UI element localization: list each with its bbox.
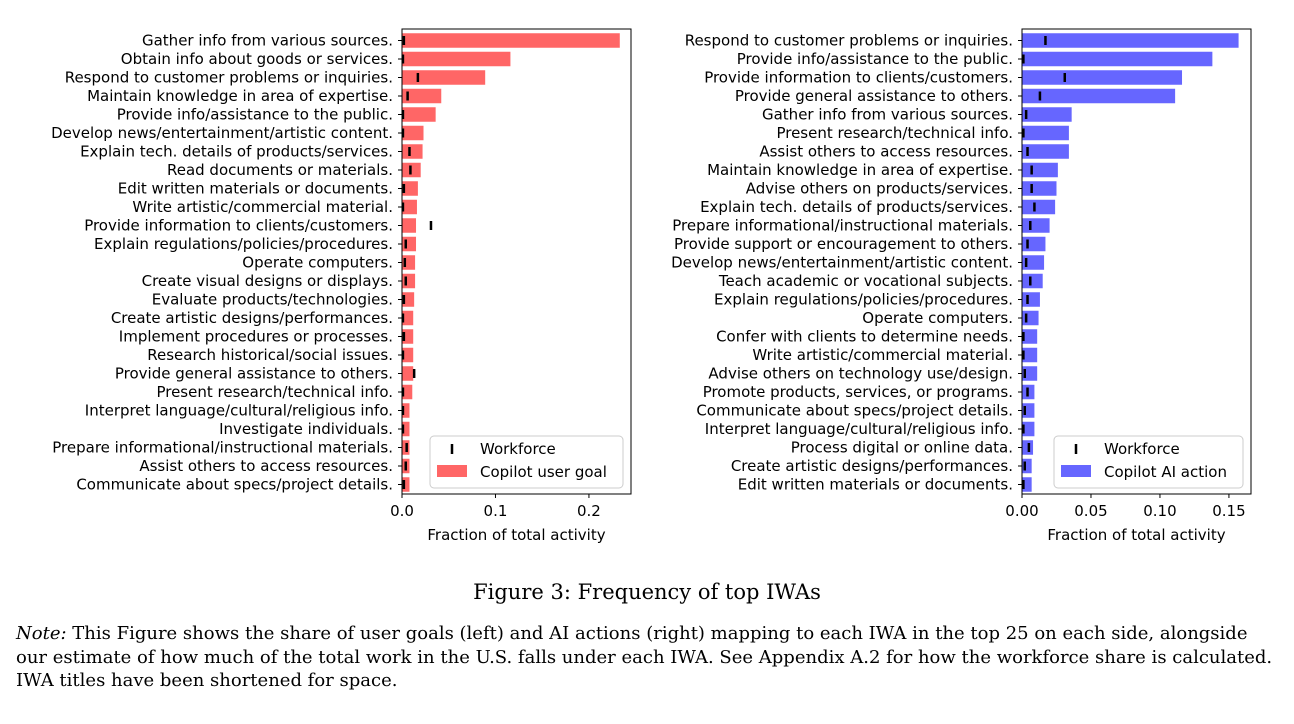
x-tick-label: 0.0 xyxy=(390,502,414,520)
legend-bar-swatch xyxy=(1061,465,1091,477)
bar xyxy=(1022,70,1182,85)
y-tick-label: Maintain knowledge in area of expertise. xyxy=(707,161,1013,179)
y-tick-label: Write artistic/commercial material. xyxy=(752,346,1013,364)
bar xyxy=(1022,200,1055,215)
y-tick-label: Investigate individuals. xyxy=(219,420,393,438)
bar xyxy=(1022,33,1239,48)
left-chart-panel xyxy=(51,29,631,544)
y-tick-label: Develop news/entertainment/artistic content. xyxy=(671,253,1013,272)
figure-note xyxy=(16,622,1278,693)
y-tick-label: Present research/technical info. xyxy=(156,383,393,401)
legend-label-workforce: Workforce xyxy=(480,440,556,458)
y-tick-label: Process digital or online data. xyxy=(790,438,1013,457)
y-tick-label: Develop news/entertainment/artistic content. xyxy=(51,124,393,142)
y-tick-label: Provide support or encouragement to others. xyxy=(674,235,1013,253)
y-tick-label: Research historical/social issues. xyxy=(147,346,393,364)
y-tick-label: Provide information to clients/customers. xyxy=(704,68,1013,87)
y-tick-label: Assist others to access resources. xyxy=(759,142,1013,161)
y-tick-label: Edit written materials or documents. xyxy=(737,475,1013,494)
x-tick-label: 0.1 xyxy=(483,502,508,520)
bar xyxy=(402,126,423,141)
y-tick-label: Operate computers. xyxy=(242,253,393,272)
legend-label-workforce: Workforce xyxy=(1104,440,1180,458)
legend-label-bars: Copilot AI action xyxy=(1104,463,1227,481)
bar xyxy=(1022,459,1032,474)
y-tick-label: Implement procedures or processes. xyxy=(118,327,393,346)
bar xyxy=(402,274,415,289)
y-tick-label: Operate computers. xyxy=(862,309,1013,327)
y-tick-label: Create visual designs or displays. xyxy=(141,272,393,290)
y-tick-label: Assist others to access resources. xyxy=(139,457,393,475)
y-tick-label: Explain tech. details of products/services. xyxy=(700,198,1013,216)
y-tick-label: Teach academic or vocational subjects. xyxy=(718,272,1013,290)
y-tick-label: Communicate about specs/project details. xyxy=(696,401,1013,420)
note-label: Note: xyxy=(16,623,67,644)
x-tick-label: 0.05 xyxy=(1074,502,1108,520)
y-tick-label: Interpret language/cultural/religious info. xyxy=(84,401,393,420)
bar xyxy=(402,107,436,122)
y-tick-label: Provide info/assistance to the public. xyxy=(736,50,1013,68)
bar xyxy=(1022,89,1175,104)
bar xyxy=(402,200,417,215)
x-axis-title: Fraction of total activity xyxy=(427,526,606,544)
y-tick-label: Gather info from various sources. xyxy=(141,31,393,50)
legend-label-bars: Copilot user goal xyxy=(480,463,607,481)
bar xyxy=(402,366,413,381)
y-tick-label: Respond to customer problems or inquiries. xyxy=(684,31,1013,50)
y-tick-label: Advise others on technology use/design. xyxy=(708,364,1013,383)
x-tick-label: 0.2 xyxy=(577,502,601,520)
bar xyxy=(402,144,423,159)
x-axis-title: Fraction of total activity xyxy=(1047,526,1226,544)
y-tick-label: Prepare informational/instructional materials. xyxy=(52,438,393,457)
right-chart-panel xyxy=(671,29,1251,544)
y-tick-label: Explain regulations/policies/procedures. xyxy=(94,235,393,253)
y-tick-label: Write artistic/commercial material. xyxy=(132,198,393,216)
bar xyxy=(1022,144,1069,159)
bar xyxy=(402,70,485,85)
bar xyxy=(1022,292,1040,307)
y-tick-label: Maintain knowledge in area of expertise. xyxy=(87,87,393,105)
y-tick-label: Prepare informational/instructional materials. xyxy=(672,216,1013,235)
y-tick-label: Evaluate products/technologies. xyxy=(151,290,393,309)
bar xyxy=(1022,52,1212,67)
y-tick-label: Provide general assistance to others. xyxy=(734,87,1013,105)
bar xyxy=(1022,237,1045,252)
bar xyxy=(1022,311,1039,326)
y-tick-label: Interpret language/cultural/religious info. xyxy=(704,420,1013,438)
y-tick-label: Gather info from various sources. xyxy=(761,105,1013,124)
y-tick-label: Promote products, services, or programs. xyxy=(702,383,1013,401)
y-tick-label: Advise others on products/services. xyxy=(745,179,1013,198)
y-tick-label: Provide info/assistance to the public. xyxy=(116,105,393,124)
bar xyxy=(1022,126,1069,141)
figure-caption: Figure 3: Frequency of top IWAs xyxy=(473,580,821,604)
y-tick-label: Provide general assistance to others. xyxy=(114,364,393,383)
bar xyxy=(1022,107,1072,122)
y-tick-label: Communicate about specs/project details. xyxy=(76,475,393,494)
y-tick-label: Explain tech. details of products/services. xyxy=(80,142,393,161)
y-tick-label: Present research/technical info. xyxy=(776,124,1013,142)
y-tick-label: Create artistic designs/performances. xyxy=(110,309,393,327)
x-tick-label: 0.10 xyxy=(1143,502,1177,520)
y-tick-label: Explain regulations/policies/procedures. xyxy=(714,290,1013,309)
y-tick-label: Read documents or materials. xyxy=(166,161,393,179)
note-text: This Figure shows the share of user goals (left) and AI actions (right) mapping to each IWA in the top 25 on each side, alongside our estimate of how much of the total work in the U.S. falls under each IWA. See Appendix A.2 for how the workforce share is calculated. IWA titles have been shortened for space. xyxy=(16,623,1273,691)
bar xyxy=(1022,181,1056,196)
x-tick-label: 0.00 xyxy=(1005,502,1039,520)
bar xyxy=(1022,440,1033,455)
legend-bar-swatch xyxy=(437,465,467,477)
bar xyxy=(1022,218,1050,233)
y-tick-label: Provide information to clients/customers. xyxy=(84,216,393,235)
bar xyxy=(1022,274,1043,289)
bar xyxy=(402,237,416,252)
bar xyxy=(1022,163,1058,178)
y-tick-label: Edit written materials or documents. xyxy=(117,179,393,198)
bar xyxy=(402,33,620,48)
y-tick-label: Confer with clients to determine needs. xyxy=(716,327,1013,346)
bar xyxy=(402,52,510,67)
y-tick-label: Obtain info about goods or services. xyxy=(120,50,393,68)
y-tick-label: Create artistic designs/performances. xyxy=(730,457,1013,475)
y-tick-label: Respond to customer problems or inquiries. xyxy=(64,68,393,87)
x-tick-label: 0.15 xyxy=(1212,502,1246,520)
bar xyxy=(402,218,416,233)
